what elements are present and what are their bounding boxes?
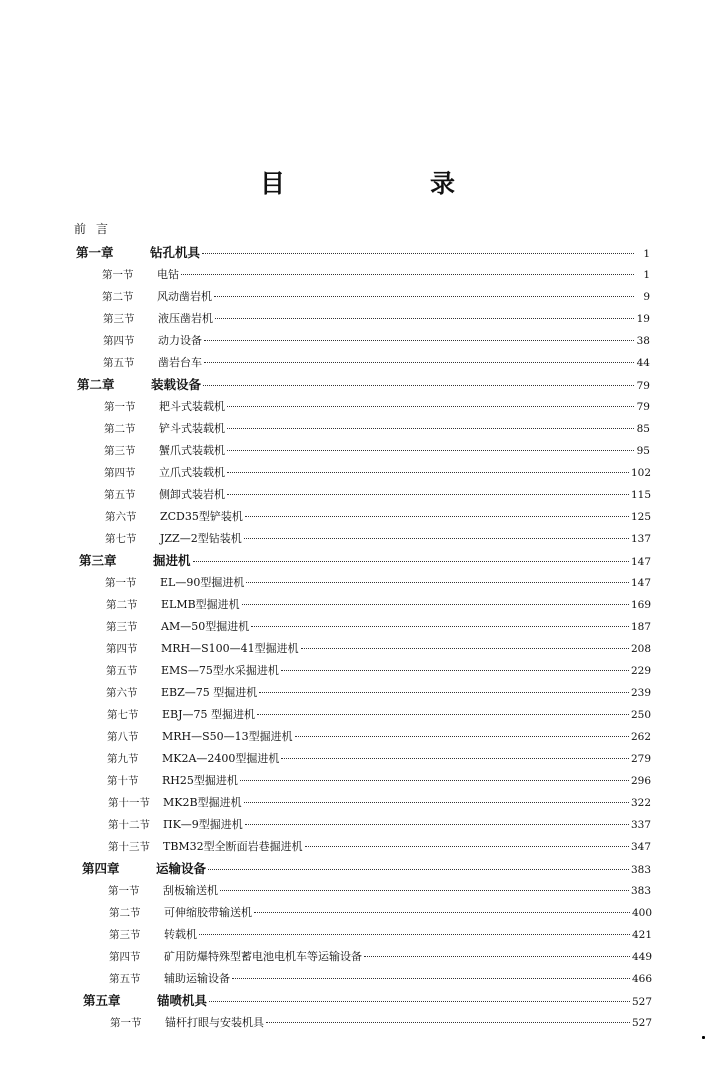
toc-entry-title: MRH—S50—13型掘进机: [162, 730, 293, 743]
toc-entry-number: 第八节: [107, 731, 139, 743]
toc-entry-title: 铲斗式装载机: [159, 422, 225, 435]
toc-entry-title: 钻孔机具: [150, 245, 201, 260]
toc-entry-title: 耙斗式装载机: [159, 400, 225, 413]
toc-section-row: [106, 661, 651, 681]
toc-page-number: 1: [643, 248, 650, 260]
toc-entry-number: 第一节: [102, 269, 134, 281]
toc-entry-number: 第四章: [82, 861, 120, 876]
toc-section-row: [107, 771, 651, 791]
toc-entry-title: 运输设备: [156, 861, 207, 876]
toc-dot-leader: [203, 385, 634, 386]
toc-section-row: [109, 925, 652, 945]
preface-heading: 前言: [74, 222, 119, 236]
toc-page-number: 1: [643, 269, 650, 281]
toc-entry-number: 第四节: [104, 467, 136, 479]
toc-entry-number: 第三节: [103, 313, 135, 325]
toc-page-number: 85: [636, 423, 650, 435]
toc-dot-leader: [227, 494, 629, 495]
toc-dot-leader: [295, 736, 629, 737]
toc-dot-leader: [208, 869, 629, 870]
toc-page-number: 115: [630, 489, 651, 501]
toc-entry-number: 第五节: [104, 489, 136, 501]
toc-dot-leader: [281, 758, 629, 759]
toc-section-row: [108, 837, 651, 857]
toc-section-row: [109, 969, 652, 989]
toc-page-number: 79: [636, 401, 650, 413]
toc-page-number: 169: [630, 599, 651, 611]
toc-entry-title: TBM32型全断面岩巷掘进机: [163, 840, 303, 853]
toc-entry-title: ΠK—9型掘进机: [163, 818, 243, 831]
toc-dot-leader: [240, 780, 629, 781]
toc-page-number: 229: [630, 665, 651, 677]
toc-entry-number: 第一节: [110, 1017, 142, 1029]
toc-page-number: 239: [630, 687, 651, 699]
toc-entry-title: AM—50型掘进机: [161, 620, 250, 633]
toc-dot-leader: [220, 890, 629, 891]
toc-dot-leader: [245, 516, 629, 517]
toc-entry-title: 侧卸式装岩机: [159, 488, 225, 501]
toc-page-number: 322: [630, 797, 651, 809]
toc-entry-title: JZZ—2型钻装机: [160, 532, 242, 545]
toc-entry-title: 蟹爪式装载机: [159, 444, 225, 457]
toc-entry-number: 第三节: [104, 445, 136, 457]
toc-dot-leader: [305, 846, 629, 847]
toc-dot-leader: [301, 648, 629, 649]
toc-entry-number: 第二节: [102, 291, 134, 303]
toc-page-number: 19: [636, 313, 650, 325]
toc-section-row: [109, 903, 652, 923]
toc-entry-title: MK2A—2400型掘进机: [162, 752, 280, 765]
toc-entry-number: 第一节: [104, 401, 136, 413]
toc-entry-title: MK2B型掘进机: [163, 796, 242, 809]
toc-dot-leader: [204, 362, 634, 363]
toc-entry-number: 第七节: [107, 709, 139, 721]
toc-entry-number: 第九节: [107, 753, 139, 765]
toc-entry-number: 第二节: [106, 599, 138, 611]
toc-dot-leader: [202, 253, 634, 254]
toc-page-number: 79: [636, 380, 650, 392]
toc-entry-title: 刮板输送机: [163, 884, 218, 897]
toc-page-number: 250: [630, 709, 651, 721]
toc-page-number: 147: [630, 556, 651, 568]
toc-section-row: [107, 749, 651, 769]
toc-entry-title: 电钻: [157, 268, 179, 281]
toc-section-row: [106, 617, 651, 637]
toc-dot-leader: [242, 604, 629, 605]
toc-page-number: 527: [631, 996, 652, 1008]
toc-entry-title: 风动凿岩机: [157, 290, 212, 303]
toc-dot-leader: [257, 714, 629, 715]
toc-entry-title: EMS—75型水采掘进机: [161, 664, 279, 677]
toc-entry-number: 第四节: [106, 643, 138, 655]
toc-entry-title: EBJ—75 型掘进机: [162, 708, 256, 721]
toc-entry-number: 第五节: [106, 665, 138, 677]
toc-page-number: 296: [630, 775, 651, 787]
toc-page-number: 137: [630, 533, 651, 545]
toc-dot-leader: [244, 538, 629, 539]
toc-section-row: [110, 1013, 652, 1033]
toc-section-row: [103, 309, 650, 329]
toc-entry-title: 可伸缩胶带输送机: [164, 906, 252, 919]
toc-dot-leader: [227, 472, 629, 473]
toc-page-number: 187: [630, 621, 651, 633]
toc-dot-leader: [251, 626, 629, 627]
toc-entry-title: 掘进机: [153, 553, 191, 568]
toc-entry-title: RH25型掘进机: [162, 774, 238, 787]
toc-page-number: 95: [636, 445, 650, 457]
toc-page-number: 383: [630, 864, 651, 876]
toc-section-row: [105, 573, 651, 593]
toc-entry-number: 第五节: [103, 357, 135, 369]
toc-entry-number: 第五节: [109, 973, 141, 985]
toc-entry-number: 第一章: [76, 245, 114, 260]
toc-entry-number: 第十二节: [108, 819, 150, 831]
toc-section-row: [104, 419, 650, 439]
toc-page-number: 44: [636, 357, 650, 369]
toc-entry-title: 辅助运输设备: [164, 972, 230, 985]
toc-entry-title: 装载设备: [151, 377, 202, 392]
toc-dot-leader: [364, 956, 630, 957]
scan-speck: [702, 1036, 705, 1039]
toc-dot-leader: [215, 318, 634, 319]
toc-dot-leader: [227, 406, 634, 407]
toc-page-number: 102: [630, 467, 651, 479]
toc-section-row: [104, 485, 651, 505]
toc-dot-leader: [209, 1001, 630, 1002]
toc-dot-leader: [246, 582, 629, 583]
toc-section-row: [107, 727, 651, 747]
toc-section-row: [104, 397, 650, 417]
toc-dot-leader: [266, 1022, 630, 1023]
toc-dot-leader: [245, 824, 629, 825]
toc-entry-number: 第七节: [105, 533, 137, 545]
toc-dot-leader: [227, 450, 634, 451]
toc-page-number: 347: [630, 841, 651, 853]
toc-entry-number: 第二节: [104, 423, 136, 435]
toc-page-number: 262: [630, 731, 651, 743]
toc-dot-leader: [199, 934, 630, 935]
toc-entry-number: 第一节: [108, 885, 140, 897]
toc-page-number: 38: [636, 335, 650, 347]
toc-dot-leader: [193, 561, 629, 562]
toc-section-row: [107, 705, 651, 725]
toc-dot-leader: [259, 692, 629, 693]
toc-page-number: 208: [630, 643, 651, 655]
toc-section-row: [103, 353, 650, 373]
toc-section-row: [105, 529, 651, 549]
toc-page-number: 337: [630, 819, 651, 831]
toc-entry-title: 凿岩台车: [158, 356, 202, 369]
toc-entry-number: 第三章: [79, 553, 117, 568]
toc-entry-number: 第十一节: [108, 797, 150, 809]
toc-entry-number: 第二章: [77, 377, 115, 392]
toc-dot-leader: [181, 274, 634, 275]
toc-page-number: 449: [631, 951, 652, 963]
toc-page-number: 125: [630, 511, 651, 523]
toc-section-row: [106, 639, 651, 659]
toc-entry-number: 第十三节: [108, 841, 150, 853]
toc-chapter-row: [76, 243, 650, 263]
toc-entry-number: 第四节: [103, 335, 135, 347]
toc-entry-title: 锚杆打眼与安装机具: [165, 1016, 264, 1029]
toc-chapter-row: [79, 551, 651, 571]
toc-chapter-row: [82, 859, 651, 879]
toc-dot-leader: [232, 978, 630, 979]
toc-section-row: [106, 595, 651, 615]
toc-section-row: [106, 683, 651, 703]
toc-entry-title: 动力设备: [158, 334, 202, 347]
toc-entry-title: ZCD35型铲装机: [160, 510, 243, 523]
toc-section-row: [104, 441, 650, 461]
toc-section-row: [103, 331, 650, 351]
toc-page-number: 466: [631, 973, 652, 985]
toc-entry-number: 第三节: [106, 621, 138, 633]
toc-section-row: [109, 947, 652, 967]
toc-section-row: [108, 793, 651, 813]
toc-page-number: 279: [630, 753, 651, 765]
toc-dot-leader: [254, 912, 630, 913]
toc-entry-title: 液压凿岩机: [158, 312, 213, 325]
toc-entry-title: 矿用防爆特殊型蓄电池电机车等运输设备: [164, 950, 362, 963]
toc-entry-number: 第六节: [105, 511, 137, 523]
toc-section-row: [105, 507, 651, 527]
toc-dot-leader: [281, 670, 629, 671]
toc-entry-number: 第六节: [106, 687, 138, 699]
toc-chapter-row: [77, 375, 650, 395]
toc-entry-number: 第十节: [107, 775, 139, 787]
toc-entry-title: MRH—S100—41型掘进机: [161, 642, 299, 655]
toc-page-number: 421: [631, 929, 652, 941]
page-title: 目 录: [259, 169, 515, 198]
toc-dot-leader: [244, 802, 629, 803]
toc-page-number: 527: [631, 1017, 652, 1029]
toc-dot-leader: [214, 296, 634, 297]
toc-page-number: 9: [643, 291, 650, 303]
toc-entry-number: 第五章: [83, 993, 121, 1008]
toc-section-row: [102, 287, 650, 307]
toc-entry-title: EBZ—75 型掘进机: [161, 686, 258, 699]
toc-entry-number: 第二节: [109, 907, 141, 919]
toc-entry-title: ELMB型掘进机: [161, 598, 240, 611]
toc-chapter-row: [83, 991, 652, 1011]
toc-section-row: [108, 881, 651, 901]
toc-entry-title: 立爪式装载机: [159, 466, 225, 479]
toc-entry-title: 锚喷机具: [157, 993, 208, 1008]
toc-section-row: [104, 463, 651, 483]
toc-entry-number: 第一节: [105, 577, 137, 589]
toc-dot-leader: [227, 428, 634, 429]
toc-section-row: [102, 265, 650, 285]
toc-entry-number: 第三节: [109, 929, 141, 941]
toc-page-number: 383: [630, 885, 651, 897]
toc-entry-number: 第四节: [109, 951, 141, 963]
toc-page-number: 400: [631, 907, 652, 919]
toc-dot-leader: [204, 340, 634, 341]
toc-page-number: 147: [630, 577, 651, 589]
toc-entry-title: 转载机: [164, 928, 197, 941]
toc-entry-title: EL—90型掘进机: [160, 576, 245, 589]
toc-section-row: [108, 815, 651, 835]
